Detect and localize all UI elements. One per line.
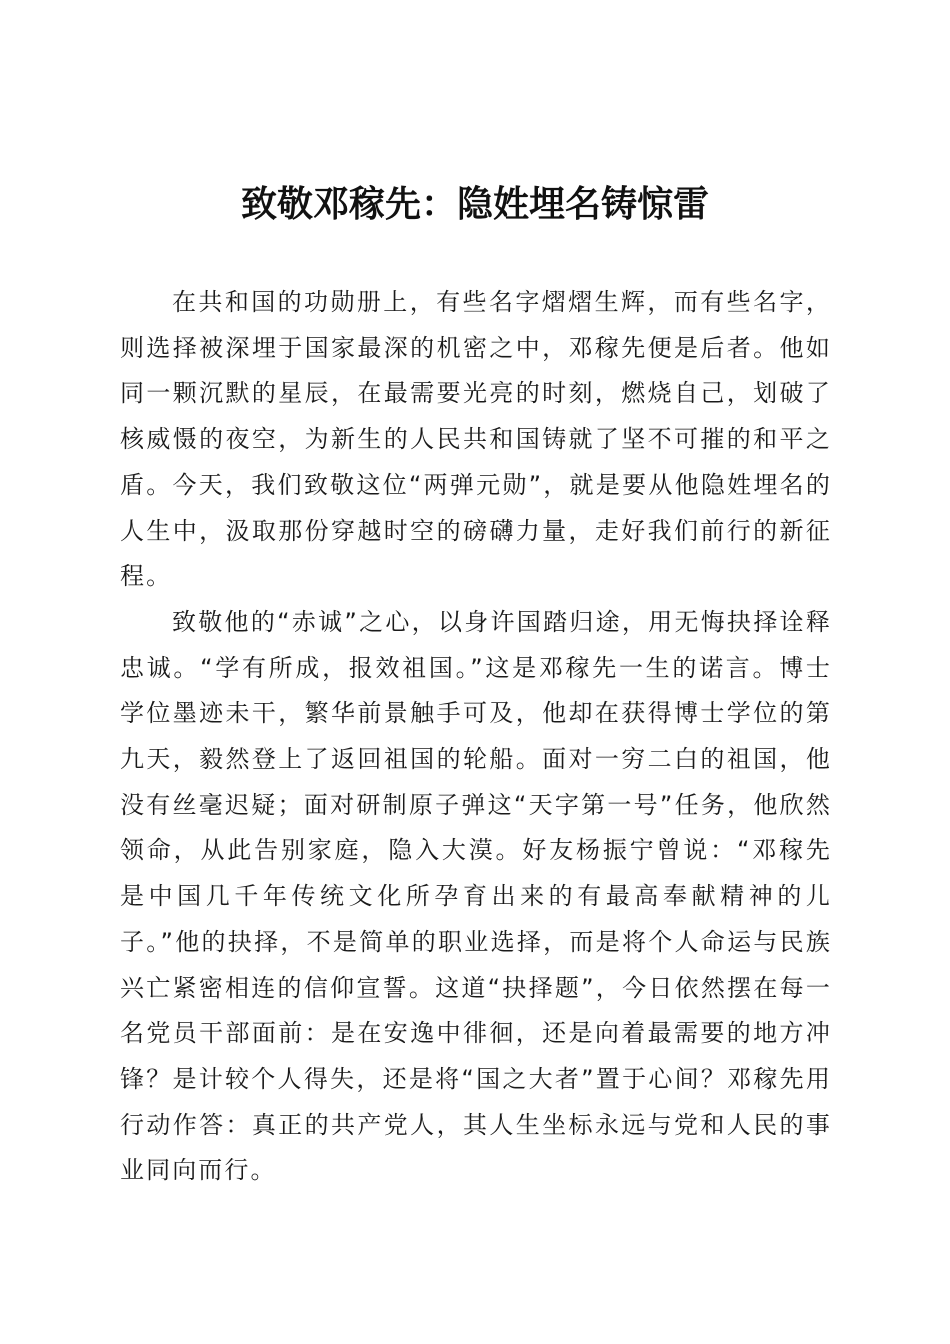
document-body [120,280,832,1194]
document-title: 致敬邓稼先：隐姓埋名铸惊雷 [240,183,709,225]
paragraph-2: 致敬他的“赤诚”之心，以身许国踏归途，用无悔抉择诠释忠诚。“学有所成，报效祖国。”这是邓稼先一生的诺言。博士学位墨迹未干，繁华前景触手可及，他却在获得博士学位的第九天，毅然登上了返回祖国的轮船。面对一穷二白的祖国，他没有丝毫迟疑；面对研制原子弹这“天字第一号”任务，他欣然领命，从此告别家庭，隐入大漠。好友杨振宁曾说：“邓稼先是中国几千年传统文化所孕育出来的有最高奉献精神的儿子。”他的抉择，不是简单的职业选择，而是将个人命运与民族兴亡紧密相连的信仰宣誓。这道“抉择题”，今日依然摆在每一名党员干部面前：是在安逸中徘徊，还是向着最需要的地方冲锋？是计较个人得失，还是将“国之大者”置于心间？邓稼先用行动作答：真正的共产党人，其人生坐标永远与党和人民的事业同向而行。 [120,607,832,1185]
paragraph-1: 在共和国的功勋册上，有些名字熠熠生辉，而有些名字，则选择被深埋于国家最深的机密之中，邓稼先便是后者。他如同一颗沉默的星辰，在最需要光亮的时刻，燃烧自己，划破了核威慑的夜空，为新生的人民共和国铸就了坚不可摧的和平之盾。今天，我们致敬这位“两弹元勋”，就是要从他隐姓埋名的人生中，汲取那份穿越时空的磅礴力量，走好我们前行的新征程。 [120,288,832,591]
